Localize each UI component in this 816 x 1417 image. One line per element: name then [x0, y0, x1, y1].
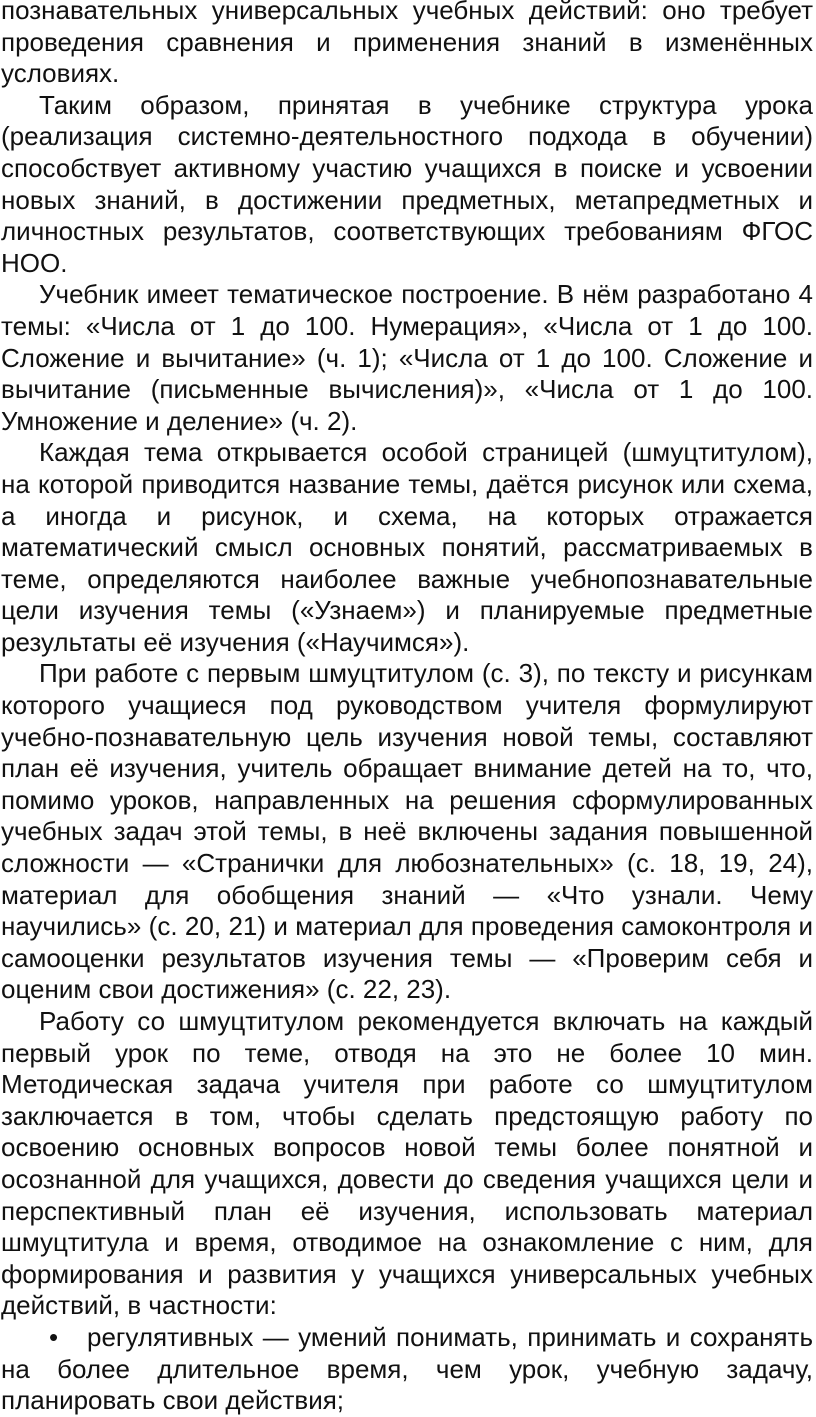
- document-page: [1, 0, 813, 1417]
- bullet-item-regulatory: [1, 1322, 813, 1417]
- bullet-text: регулятивных — умений понимать, принимать и сохранять на более длительное время, чем урок, учебную задачу, планировать свои действия;: [1, 1321, 813, 1416]
- bullet-mark: •: [49, 1321, 59, 1352]
- paragraph-lesson-structure: Таким образом, принятая в учебнике структура урока (реализация системно-деятельностного подхода в обучении) способствует активному участию учащихся в поиске и усвоении новых знаний, в достижении предметных, метапредметных и личностных результатов, соответствующих требованиям ФГОС НОО.: [1, 89, 813, 278]
- paragraph-textbook-topics: Учебник имеет тематическое построение. В нём разработано 4 темы: «Числа от 1 до 100. Нумерация», «Числа от 1 до 100. Сложение и вычитание» (ч. 1); «Числа от 1 до 100. Сложение и вычитание (письменные вычисления)», «Числа от 1 до 100. Умножение и деление» (ч. 2).: [1, 279, 813, 436]
- paragraph-continuation: познавательных универсальных учебных действий: оно требует проведения сравнения и применения знаний в изменённых условиях.: [1, 0, 813, 89]
- paragraph-title-page-work: Работу со шмуцтитулом рекомендуется включать на каждый первый урок по теме, отводя на это не более 10 мин. Методическая задача учителя при работе со шмуцтитулом заключается в том, чтобы сделать предстоящую работу по освоению основных вопросов новой темы более понятной и осознанной для учащихся, довести до сведения учащихся цели и перспективный план её изучения, использовать материал шмуцтитула и время, отводимое на ознакомление с ним, для формирования и развития у учащихся универсальных учебных действий, в частности:: [1, 1006, 813, 1321]
- paragraph-first-title-page: При работе с первым шмуцтитулом (с. 3), по тексту и рисункам которого учащиеся под руководством учителя формулируют учебно-познавательную цель изучения новой темы, составляют план её изучения, учитель обращает внимание детей на то, что, помимо уроков, направленных на решения сформулированных учебных задач этой темы, в неё включены задания повышенной сложности — «Странички для любознательных» (с. 18, 19, 24), материал для обобщения знаний — «Что узнали. Чему научились» (с. 20, 21) и материал для проведения самоконтроля и самооценки результатов изучения темы — «Проверим себя и оценим свои достижения» (с. 22, 23).: [1, 658, 813, 1005]
- paragraph-topic-title-page: Каждая тема открывается особой страницей (шмуцтитулом), на которой приводится название темы, даётся рисунок или схема, а иногда и рисунок, и схема, на которых отражается математический смысл основных понятий, рассматриваемых в теме, определяются наиболее важные учебнопознавательные цели изучения темы («Узнаем») и планируемые предметные результаты её изучения («Научимся»).: [1, 437, 813, 657]
